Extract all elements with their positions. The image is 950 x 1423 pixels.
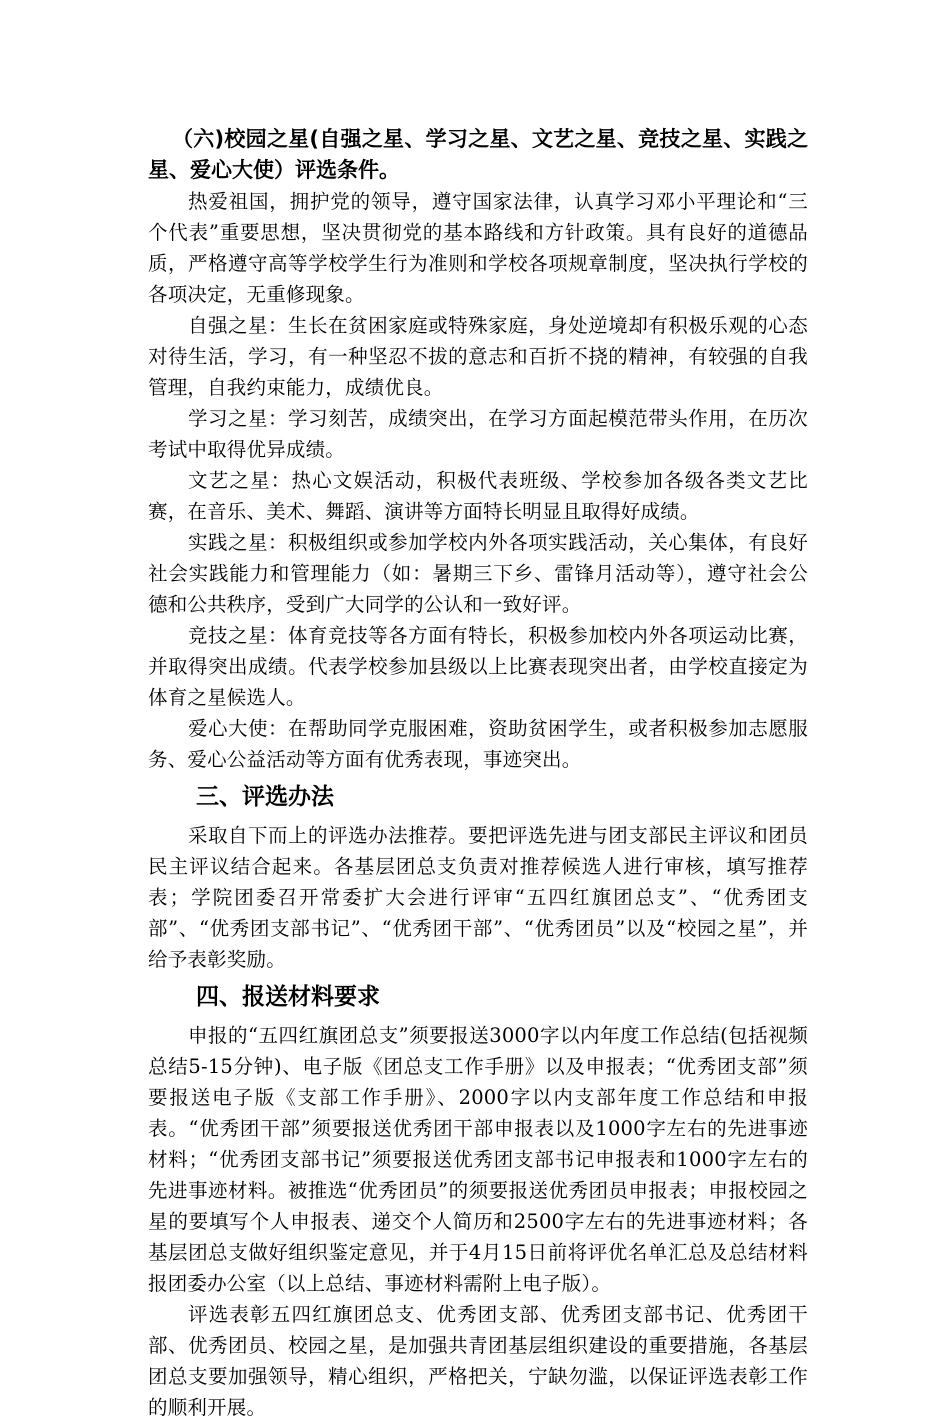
general-criteria-paragraph: 热爱祖国，拥护党的领导，遵守国家法律，认真学习邓小平理论和“三个代表”重要思想，坚决贯彻党的基本路线和方针政策。具有良好的道德品质，严格遵守高等学校学生行为准则和学校各项规章制度，坚决执行学校的各项决定，无重修现象。	[148, 190, 808, 306]
section-4-title: 四、报送材料要求	[196, 984, 380, 1010]
document-page	[148, 124, 808, 1423]
self-improvement-star-paragraph: 自强之星：生长在贫困家庭或特殊家庭，身处逆境却有积极乐观的心态对待生活，学习，有一种坚忍不拔的意志和百折不挠的精神，有较强的自我管理，自我约束能力，成绩优良。	[148, 314, 808, 399]
section-3-title: 三、评选办法	[196, 784, 334, 810]
sports-star-paragraph: 竞技之星：体育竞技等各方面有特长，积极参加校内外各项运动比赛，并取得突出成绩。代表学校参加县级以上比赛表现突出者，由学校直接定为体育之星候选人。	[148, 624, 808, 709]
practice-star-paragraph: 实践之星：积极组织或参加学校内外各项实践活动，关心集体，有良好社会实践能力和管理能力（如：暑期三下乡、雷锋月活动等），遵守社会公德和公共秩序，受到广大同学的公认和一致好评。	[148, 531, 808, 616]
study-star-paragraph: 学习之星：学习刻苦，成绩突出，在学习方面起模范带头作用，在历次考试中取得优异成绩。	[148, 407, 808, 461]
charity-ambassador-paragraph: 爱心大使：在帮助同学克服困难，资助贫困学生，或者积极参加志愿服务、爱心公益活动等方面有优秀表现，事迹突出。	[148, 717, 808, 771]
selection-method-paragraph: 采取自下而上的评选办法推荐。要把评选先进与团支部民主评议和团员民主评议结合起来。各基层团总支负责对推荐候选人进行审核，填写推荐表；学院团委召开常委扩大会进行评审“五四红旗团总支”、“优秀团支部”、“优秀团支部书记”、“优秀团干部”、“优秀团员”以及“校园之星”，并给予表彰奖励。	[148, 824, 808, 971]
materials-requirements-paragraph: 申报的“五四红旗团总支”须要报送3000字以内年度工作总结(包括视频总结5-15分钟)、电子版《团总支工作手册》以及申报表；“优秀团支部”须要报送电子版《支部工作手册》、2000字以内支部年度工作总结和申报表。“优秀团干部”须要报送优秀团干部申报表以及1000字左右的先进事迹材料；“优秀团支部书记”须要报送优秀团支部书记申报表和1000字左右的先进事迹材料。被推选“优秀团员”的须要报送优秀团员申报表；申报校园之星的要填写个人申报表、递交个人简历和2500字左右的先进事迹材料；各基层团总支做好组织鉴定意见，并于4月15日前将评优名单汇总及总结材料报团委办公室（以上总结、事迹材料需附上电子版）。	[148, 1024, 808, 1295]
closing-paragraph: 评选表彰五四红旗团总支、优秀团支部、优秀团支部书记、优秀团干部、优秀团员、校园之星，是加强共青团基层组织建设的重要措施，各基层团总支要加强领导，精心组织，严格把关，宁缺勿滥，以保证评选表彰工作的顺利开展。	[148, 1303, 808, 1419]
section-6-heading: （六)校园之星(自强之星、学习之星、文艺之星、竞技之星、实践之星、爱心大使）评选条件。	[148, 127, 808, 182]
arts-star-paragraph: 文艺之星：热心文娱活动，积极代表班级、学校参加各级各类文艺比赛，在音乐、美术、舞蹈、演讲等方面特长明显且取得好成绩。	[148, 469, 808, 523]
